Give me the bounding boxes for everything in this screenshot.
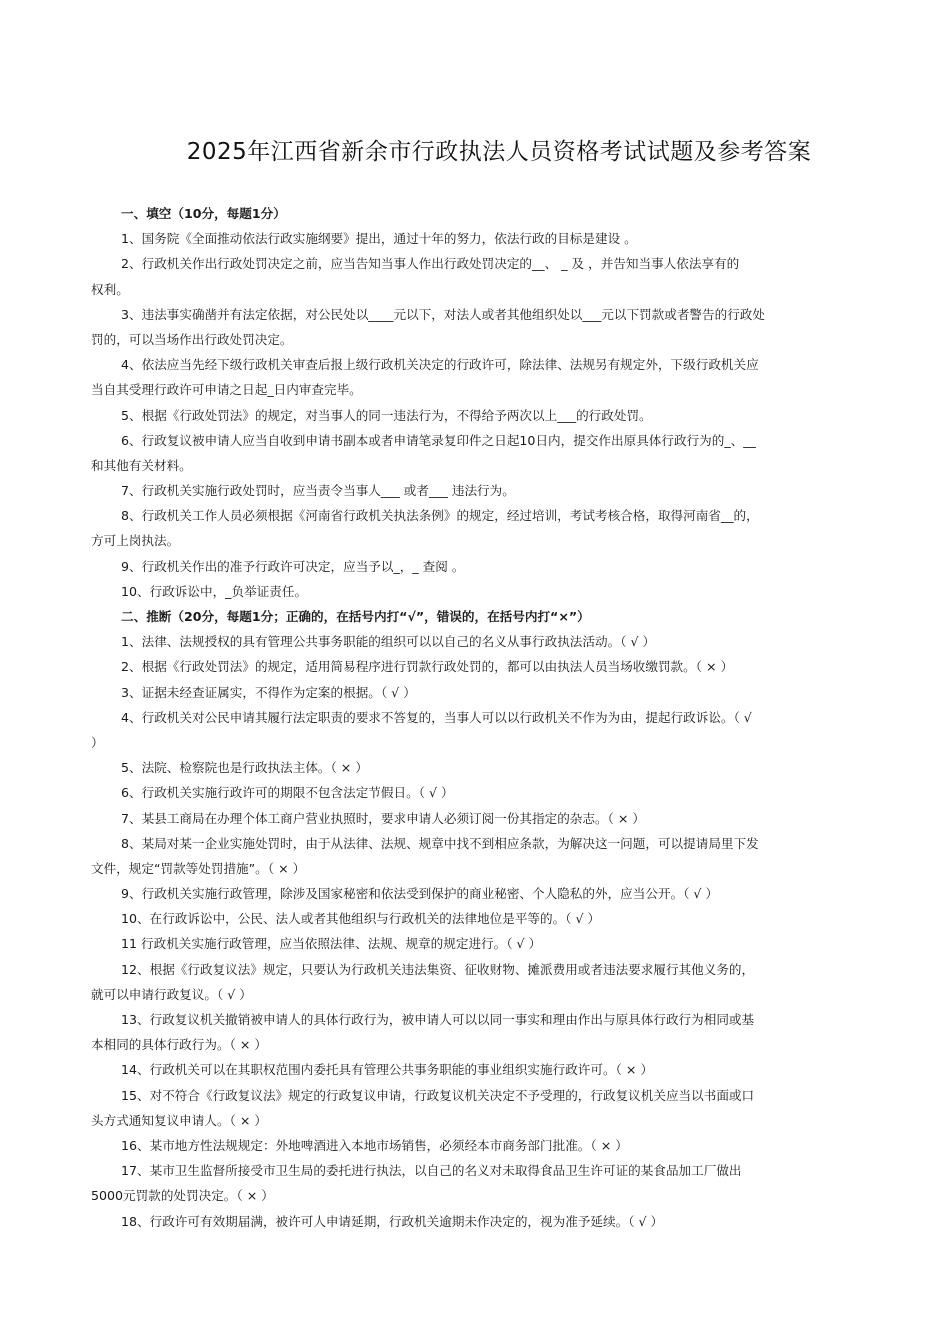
question-line: 8、行政机关工作人员必须根据《河南省行政机关执法条例》的规定，经过培训，考试考核合格，取得河南省__的， [121, 508, 759, 524]
question-line: 15、对不符合《行政复议法》规定的行政复议申请，行政复议机关决定不予受理的，行政复议机关应当以书面或口 [121, 1087, 755, 1103]
question-line-continued: 文件，规定“罚款等处罚措施”。（ × ） [91, 860, 306, 876]
question-line: 18、行政许可有效期届满，被许可人申请延期，行政机关逾期未作决定的，视为准予延续。（ √ ） [121, 1213, 664, 1229]
question-line: 14、行政机关可以在其职权范围内委托具有管理公共事务职能的事业组织实施行政许可。（ × ） [121, 1062, 654, 1078]
question-line: 6、行政机关实施行政许可的期限不包含法定节假日。（ √ ） [121, 785, 454, 801]
document-title: 2025年江西省新余市行政执法人员资格考试试题及参考答案 [186, 139, 812, 165]
question-line-continued: 头方式通知复议申请人。（ × ） [91, 1112, 267, 1128]
question-line-continued: 当自其受理行政许可申请之日起_日内审查完毕。 [91, 382, 362, 398]
section-heading-judgment: 二、推断（20分，每题1分；正确的，在括号内打“√”，错误的，在括号内打“×”） [121, 609, 590, 624]
question-line: 2、根据《行政处罚法》的规定，适用简易程序进行罚款行政处罚的，都可以由执法人员当场收缴罚款。（ × ） [121, 659, 734, 675]
question-line: 5、根据《行政处罚法》的规定，对当事人的同一违法行为，不得给予两次以上___的行政处罚。 [121, 407, 652, 423]
question-line: 8、某局对某一企业实施处罚时，由于从法律、法规、规章中找不到相应条款，为解决这一问题，可以提请局里下发 [121, 835, 759, 851]
section-heading-fill-blank: 一、填空（10分，每题1分） [121, 206, 286, 221]
question-line: 11 行政机关实施行政管理，应当依照法律、法规、规章的规定进行。（ √ ） [121, 936, 542, 952]
question-line: 1、国务院《全面推动依法行政实施纲要》提出，通过十年的努力，依法行政的目标是建设 。 [121, 231, 637, 247]
question-line-continued: 方可上岗执法。 [91, 533, 180, 549]
question-line-continued: ） [91, 734, 104, 750]
question-line: 9、行政机关作出的准予行政许可决定，应当予以_，_ 查阅 。 [121, 558, 465, 574]
question-line: 6、行政复议被申请人应当自收到申请书副本或者申请笔录复印件之日起10日内，提交作出原具体行政行为的_、__ [121, 432, 756, 448]
question-line: 3、违法事实确凿并有法定依据，对公民处以____元以下，对法人或者其他组织处以___元以下罚款或者警告的行政处 [121, 306, 765, 322]
question-line: 17、某市卫生监督所接受市卫生局的委托进行执法，以自己的名义对未取得食品卫生许可证的某食品加工厂做出 [121, 1163, 742, 1179]
question-line-continued: 就可以申请行政复议。（ √ ） [91, 986, 252, 1002]
question-line: 16、某市地方性法规规定：外地啤酒进入本地市场销售，必须经本市商务部门批准。（ × ） [121, 1137, 628, 1153]
question-line-continued: 5000元罚款的处罚决定。（ × ） [91, 1188, 274, 1204]
question-line-continued: 本相同的具体行政行为。（ × ） [91, 1037, 267, 1053]
question-line: 4、行政机关对公民申请其履行法定职责的要求不答复的，当事人可以以行政机关不作为为由，提起行政诉讼。（ √ [121, 709, 752, 725]
question-line: 7、行政机关实施行政处罚时，应当责令当事人___ 或者___ 违法行为。 [121, 483, 515, 499]
question-line: 9、行政机关实施行政管理，除涉及国家秘密和依法受到保护的商业秘密、个人隐私的外，应当公开。（ √ ） [121, 886, 719, 902]
question-line-continued: 权利。 [91, 281, 129, 297]
question-line: 12、根据《行政复议法》规定，只要认为行政机关违法集资、征收财物、摊派费用或者违法要求履行其他义务的， [121, 961, 755, 977]
question-line: 4、依法应当先经下级行政机关审查后报上级行政机关决定的行政许可，除法律、法规另有规定外，下级行政机关应 [121, 357, 759, 373]
question-line: 5、法院、检察院也是行政执法主体。（ × ） [121, 760, 368, 776]
question-line: 7、某县工商局在办理个体工商户营业执照时，要求申请人必须订阅一份其指定的杂志。（ × ） [121, 810, 646, 826]
question-line-continued: 罚的，可以当场作出行政处罚决定。 [91, 331, 293, 347]
question-line: 2、行政机关作出行政处罚决定之前，应当告知当事人作出行政处罚决定的__、 _ 及 ，并告知当事人依法享有的 [121, 256, 740, 272]
question-line: 1、法律、法规授权的具有管理公共事务职能的组织可以以自己的名义从事行政执法活动。（ √ ） [121, 634, 656, 650]
question-line: 10、在行政诉讼中，公民、法人或者其他组织与行政机关的法律地位是平等的。（ √ ） [121, 911, 601, 927]
question-line: 3、证据未经查证属实，不得作为定案的根据。（ √ ） [121, 684, 416, 700]
question-line: 10、行政诉讼中，_负举证责任。 [121, 583, 308, 599]
question-line-continued: 和其他有关材料。 [91, 457, 192, 473]
document-body [91, 201, 861, 1234]
question-line: 13、行政复议机关撤销被申请人的具体行政行为，被申请人可以以同一事实和理由作出与原具体行政行为相同或基 [121, 1012, 755, 1027]
